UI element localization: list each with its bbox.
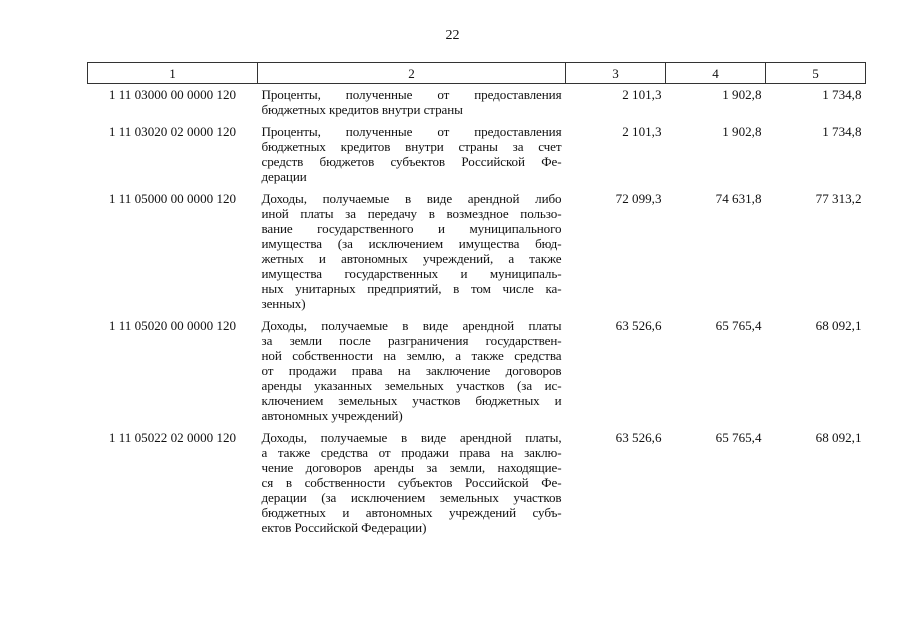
description-line: дерации <box>261 169 307 184</box>
description-line: а также средства от продажи права на заклю- <box>261 445 562 460</box>
description-line: ся в собственности субъектов Российской Фе- <box>261 475 562 490</box>
description-line: ектов Российской Федерации) <box>261 520 427 535</box>
description-line: средств бюджетов субъектов Российской Фе- <box>261 154 562 169</box>
revenue-description <box>258 188 566 315</box>
description-line: Проценты, полученные от предоставления <box>261 87 562 102</box>
classification-code: 1 11 05022 02 0000 120 <box>108 430 237 445</box>
amount-year-1: 63 526,6 <box>615 430 662 445</box>
description-line: Доходы, получаемые в виде арендной либо <box>261 191 562 206</box>
description-line: ной собственности на землю, а также средства <box>261 348 562 363</box>
amount-year-3: 68 092,1 <box>815 318 862 333</box>
column-header-year-2: 4 <box>666 63 766 84</box>
budget-revenue-table <box>87 62 866 539</box>
amount-year-3: 1 734,8 <box>822 87 862 102</box>
description-line: имущества государственных и муниципаль- <box>261 266 562 281</box>
amount-year-1: 72 099,3 <box>615 191 662 206</box>
classification-code: 1 11 05020 00 0000 120 <box>108 318 237 333</box>
classification-code: 1 11 05000 00 0000 120 <box>108 191 237 206</box>
revenue-description <box>258 84 566 122</box>
column-header-year-1: 3 <box>566 63 666 84</box>
amount-year-2: 74 631,8 <box>715 191 762 206</box>
description-line: жетных и автономных учреждений, а также <box>261 251 562 266</box>
revenue-description <box>258 121 566 188</box>
description-line: дерации (за исключением земельных участков <box>261 490 562 505</box>
amount-year-2: 65 765,4 <box>715 430 762 445</box>
amount-year-1: 63 526,6 <box>615 318 662 333</box>
column-header-code: 1 <box>88 63 258 84</box>
revenue-description <box>258 315 566 427</box>
amount-year-1: 2 101,3 <box>622 124 662 139</box>
description-line: за земли после разграничения государствен- <box>261 333 562 348</box>
description-line: Доходы, получаемые в виде арендной платы <box>261 318 562 333</box>
table-row <box>88 427 866 539</box>
table-row <box>88 188 866 315</box>
description-line: бюджетных кредитов внутри страны за счет <box>261 139 562 154</box>
description-line: Доходы, получаемые в виде арендной платы, <box>261 430 562 445</box>
amount-year-2: 1 902,8 <box>722 124 762 139</box>
description-line: ных унитарных предприятий, в том числе ка- <box>261 281 562 296</box>
classification-code: 1 11 03020 02 0000 120 <box>108 124 237 139</box>
description-line: автономных учреждений) <box>261 408 403 423</box>
description-line: ключением земельных участков бюджетных и <box>261 393 562 408</box>
amount-year-3: 77 313,2 <box>815 191 862 206</box>
table-row <box>88 121 866 188</box>
page-number: 22 <box>445 28 460 43</box>
description-line: бюджетных кредитов внутри страны <box>261 102 463 117</box>
amount-year-2: 1 902,8 <box>722 87 762 102</box>
table-row <box>88 84 866 122</box>
column-header-description: 2 <box>258 63 566 84</box>
description-line: имущества (за исключением имущества бюд- <box>261 236 562 251</box>
description-line: от продажи права на заключение договоров <box>261 363 562 378</box>
amount-year-3: 68 092,1 <box>815 430 862 445</box>
column-number-header-row <box>88 63 866 84</box>
table-body <box>88 84 866 540</box>
amount-year-3: 1 734,8 <box>822 124 862 139</box>
revenue-description <box>258 427 566 539</box>
description-line: зенных) <box>261 296 306 311</box>
description-line: вание государственного и муниципального <box>261 221 562 236</box>
description-line: чение договоров аренды за земли, находящие- <box>261 460 562 475</box>
classification-code: 1 11 03000 00 0000 120 <box>108 87 237 102</box>
table-row <box>88 315 866 427</box>
description-line: Проценты, полученные от предоставления <box>261 124 562 139</box>
amount-year-1: 2 101,3 <box>622 87 662 102</box>
description-line: иной платы за передачу в возмездное пользо- <box>261 206 562 221</box>
description-line: бюджетных и автономных учреждений субъ- <box>261 505 562 520</box>
column-header-year-3: 5 <box>766 63 866 84</box>
description-line: аренды указанных земельных участков (за ис- <box>261 378 562 393</box>
amount-year-2: 65 765,4 <box>715 318 762 333</box>
